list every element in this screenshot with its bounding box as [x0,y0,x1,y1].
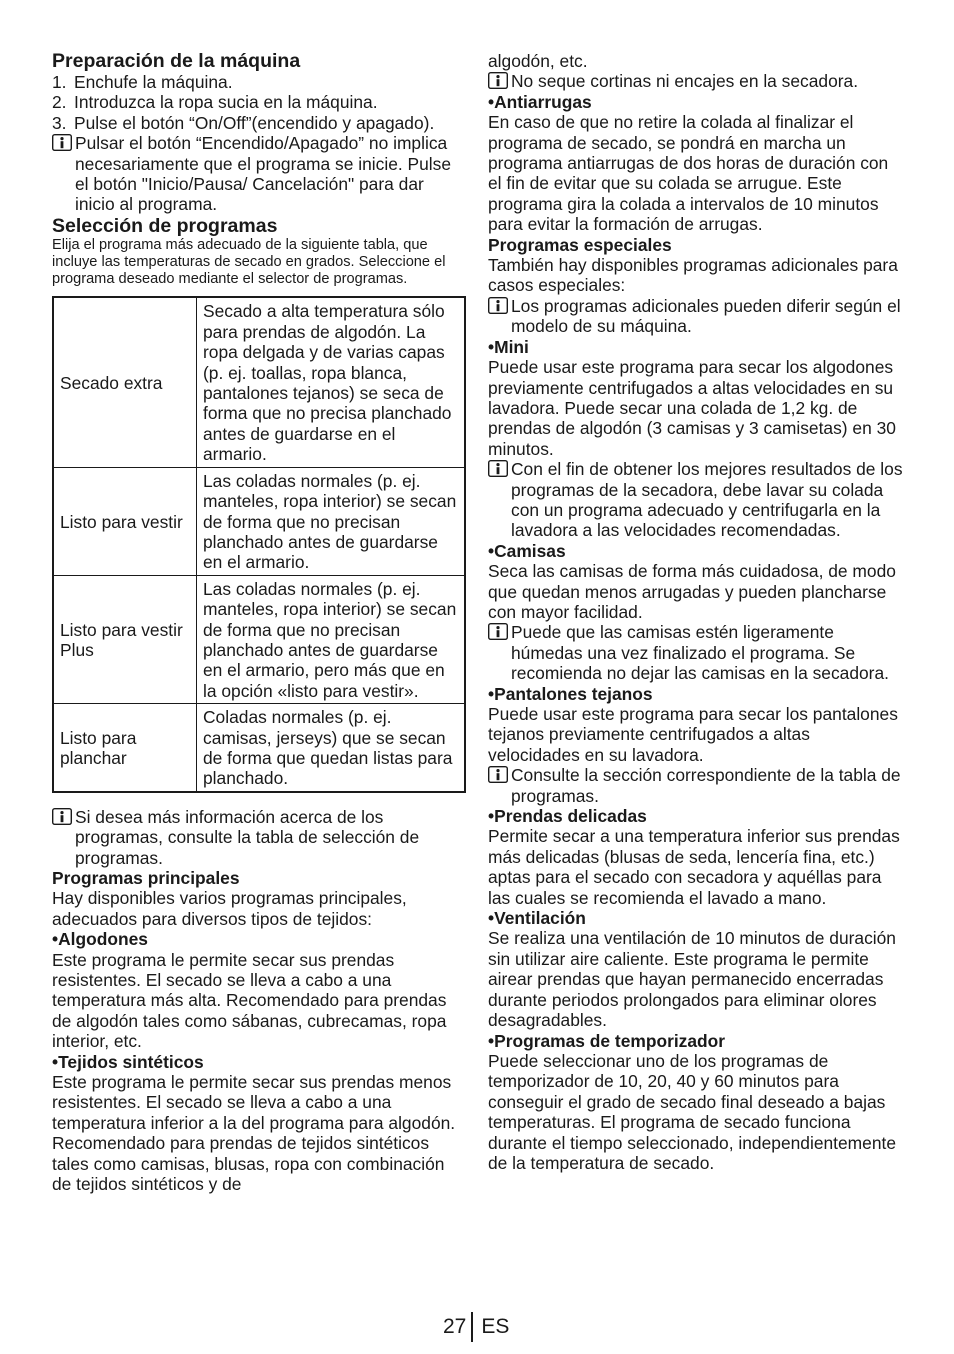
program-desc: Coladas normales (p. ej. camisas, jerseys) que se secan de forma que quedan listas para planchado. [197,704,466,792]
program-table [52,296,466,792]
info-note-icon [488,460,508,478]
program-name: Listo para vestir [53,467,197,575]
info-note-icon [488,766,508,784]
prep-step: 1. Enchufe la máquina. [52,72,233,92]
program-name: Listo para planchar [53,704,197,792]
right-column [488,51,904,1173]
info-note-icon [488,72,508,90]
prep-title: Preparación de la máquina [52,50,301,72]
ventilacion-title: •Ventilación [488,908,586,929]
camisas-text: Seca las camisas de forma más cuidadosa, de modo que quedan menos arrugadas y pueden plancharse con mayor facilidad. [488,561,896,622]
tejanos-note: Consulte la sección correspondiente de la tabla de programas. [488,765,904,806]
table-note: Si desea más información acerca de los programas, consulte la tabla de selección de programas. [52,807,466,868]
mini-title: •Mini [488,336,529,357]
especiales-text: También hay disponibles programas adicionales para casos especiales: [488,255,898,296]
antiarrugas-title: •Antiarrugas [488,91,592,112]
antiarrugas-text: En caso de que no retire la colada al finalizar el programa de secado, se pondrá en marcha un programa antiarrugas de dos horas de duración con el fin de evitar que su colada se arrugue. Este programa gira la colada a intervalos de 10 minutos para evitar la formación de arrugas. [488,112,889,235]
table-row [53,297,465,467]
left-column [52,50,466,1195]
table-row [53,575,465,703]
selection-intro: Elija el programa más adecuado de la siguiente tabla, que incluye las temperaturas de secado en grados. Seleccione el programa deseado mediante el selector de programas. [52,236,446,288]
mini-text: Puede usar este programa para secar los algodones previamente centrifugados a altas velocidades en su lavadora. Puede secar una colada de 1,2 kg. de prendas de algodón (3 camisas y 3 camisetas) en 30 minutos. [488,357,896,459]
prep-step: 3. Pulse el botón “On/Off”(encendido y apagado). [52,112,435,133]
table-row [53,467,465,575]
main-programs-text: Hay disponibles varios programas principales, adecuados para diversos tipos de tejidos: [52,888,407,929]
page-footer [443,1312,509,1342]
algodones-text: Este programa le permite secar sus prendas resistentes. El secado se lleva a cabo a una temperatura más alta. Recomendado para prendas de algodón tales como sábanas, cubrecamas, ropa interior, etc. [52,949,447,1052]
cortinas-note: No seque cortinas ni encajes en la secadora. [488,71,904,91]
continued-text: algodón, etc. [488,51,588,71]
ventilacion-text: Se realiza una ventilación de 10 minutos de duración sin utilizar aire caliente. Este programa le permite airear prendas que hayan permanecido encerradas durante periodos prolongados para eliminar olores desagradables. [488,928,896,1031]
info-note-icon [52,808,72,826]
main-programs-title: Programas principales [52,868,240,889]
program-desc: Secado a alta temperatura sólo para prendas de algodón. La ropa delgada y de varias capas (p. ej. toallas, ropa blanca, pantalones tejanos) se seca de forma que no precisa planchado antes de guardarse en el armario. [197,297,466,467]
info-note-icon [488,297,508,315]
sinteticos-title: •Tejidos sintéticos [52,1051,204,1072]
table-row [53,704,465,792]
page-number: 27 [443,1315,467,1338]
especiales-title: Programas especiales [488,234,672,255]
mini-note: Con el fin de obtener los mejores resultados de los programas de la secadora, debe lavar su colada con un programa adecuado y centrifugarla en la lavadora a las velocidades recomendadas. [488,459,904,541]
delicadas-text: Permite secar a una temperatura inferior sus prendas más delicadas (blusas de seda, lencería fina, etc.) aptas para el secado con secadora y aquéllas para las cuales se recomienda el lavado a mano. [488,826,900,908]
language-code: ES [481,1315,510,1338]
camisas-note: Puede que las camisas estén ligeramente húmedas una vez finalizado el programa. Se recomienda no dejar las camisas en la secadora. [488,622,904,683]
program-desc: Las coladas normales (p. ej. manteles, ropa interior) se secan de forma que no precisan planchado antes de guardarse en el armario. [197,467,466,575]
program-name: Secado extra [53,297,197,467]
especiales-note: Los programas adicionales pueden diferir según el modelo de su máquina. [488,296,904,337]
selection-title: Selección de programas [52,214,278,237]
prep-note: Pulsar el botón “Encendido/Apagado” no implica necesariamente que el programa se inicie. Pulse el botón "Inicio/Pausa/ Cancelación" para dar inicio al programa. [52,133,466,215]
algodones-title: •Algodones [52,929,148,950]
info-note-icon [488,623,508,641]
camisas-title: •Camisas [488,540,566,561]
prep-steps [52,72,466,133]
prep-step: 2. Introduzca la ropa sucia en la máquina. [52,92,378,113]
sinteticos-text: Este programa le permite secar sus prendas menos resistentes. El secado se lleva a cabo a una temperatura inferior a la del programa para algodón. Recomendado para prendas de tejidos sintéticos tales como camisas, blusas, ropa con combinación de tejidos sintéticos y de [52,1072,456,1195]
program-desc: Las coladas normales (p. ej. manteles, ropa interior) se secan de forma que no precisan planchado antes de guardarse en el armario, pero más que en la opción «listo para vestir». [197,575,466,703]
footer-divider [471,1312,473,1342]
program-name: Listo para vestir Plus [53,575,197,703]
delicadas-title: •Prendas delicadas [488,806,647,827]
temporizador-title: •Programas de temporizador [488,1030,726,1051]
tejanos-text: Puede usar este programa para secar los pantalones tejanos previamente centrifugados a altas velocidades en su lavadora. [488,704,898,765]
tejanos-title: •Pantalones tejanos [488,683,653,704]
temporizador-text: Puede seleccionar uno de los programas de temporizador de 10, 20, 40 y 60 minutos para conseguir el grado de secado final deseado a bajas temperaturas. El programa de secado funciona durante el tiempo seleccionado, independientemente de la temperatura de secado. [488,1050,897,1173]
info-note-icon [52,134,72,152]
